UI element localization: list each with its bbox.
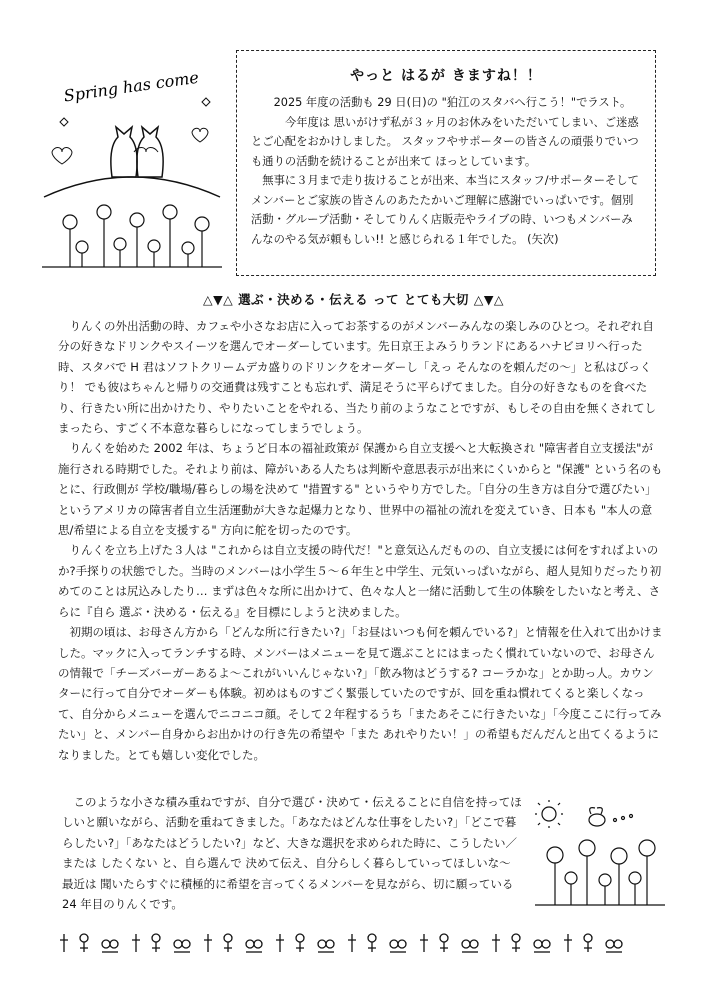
illustration-caption: Spring has come xyxy=(62,67,200,106)
body-paragraph: りんくを立ち上げた３人は "これからは自立支援の時代だ！"と意気込んだものの、自立支援には何をすればよいのか?手探りの状態でした。当時のメンバーは小学生５～６年生と中学生、元気いっぱいながら、超人見知りだったり初めてのことは尻込みしたり… まずは色々な所に出かけて、色々な人と一緒に活動して生の体験をしたいなと考え、さらに『自ら 選ぶ・決める・伝える』を目標にしようと決めました。 xyxy=(58,543,662,619)
body-paragraph: りんくの外出活動の時、カフェや小さなお店に入ってお茶するのがメンバーみんなの楽しみのひとつ。それぞれ自分の好きなドリンクやスイーツを選んでオーダーしています。先日京王よみうりランドにあるハナビヨリへ行った時、スタバで H 君はソフトクリームデカ盛りのドリンクをオーダーし「えっ そんなのを頼んだの～」と私はびっくり！ でも彼はちゃんと帰りの交通費は残すことも忘れず、満足そうに平らげてました。自分の好きなものを食べたり、行きたい所に出かけたり、やりたいことをやれる、当たり前のようなことですが、もしその自由を無くされてしまったら、すごく不本意な暮らしになってしまうでしょう。 xyxy=(58,319,656,436)
section-title: △▼△ 選ぶ・決める・伝える って とても大切 △▼△ xyxy=(202,292,505,307)
notice-box xyxy=(236,50,656,276)
body-paragraph: 初期の頃は、お母さん方から「どんな所に行きたい?」「お昼はいつも何を頼んでいる?」と情報を仕入れて出かけました。マックに入ってランチする時、メンバーはメニューを見て選ぶことにはまったく慣れていないので、お母さんの情報で「チーズバーガーあるよ～これがいいんじゃない?」「飲み物はどうする? コーラかな」とか助っ人。カウンターに行って自分でオーダーも体験。初めはものすごく緊張していたのですが、回を重ね慣れてくると楽しくなって、自分からメニューを選んでニコニコ顔。そして２年程するうち「またあそこに行きたいな」「今度ここに行ってみたい」と、メンバー自身からお出かけの行き先の希望や「また あれやりたい！」の希望もだんだんと出てくるようになりました。とても嬉しい変化でした。 xyxy=(58,625,663,762)
notice-paragraph: 2025 年度の活動も 29 日(日)の "狛江のスタバへ行こう！"でラスト。 xyxy=(273,96,632,109)
notice-paragraph: 今年度は 思いがけず私が３ヶ月のお休みをいただいてしまい、ご迷惑とご心配をおかけしました。 スタッフやサポーターの皆さんの頑張りでいつも通りの活動を続けることが出来て ほっとしています。 xyxy=(251,115,639,168)
body-paragraph: りんくを始めた 2002 年は、ちょうど日本の福祉政策が 保護から自立支援へと大転換され "障害者自立支援法"が施行される時期でした。それより前は、障がいある人たちは判断や意思表示が出来にくいからと "保護" という名のもとに、行政側が 学校/職場/暮らしの場を決めて "措置する" というやり方でした。「自分の生き方は自分で選びたい」というアメリカの障害者自立生活運動が大きな起爆力となり、世界中の福祉の流れを変えていき、日本も "本人の意思/希望による自立を支援する" 方向に舵を切ったのです。 xyxy=(58,441,663,538)
decorative-border xyxy=(58,930,658,956)
article-body xyxy=(58,316,664,765)
spring-cats-illustration xyxy=(42,62,222,272)
sun-bee-flowers-illustration xyxy=(535,800,665,910)
closing-paragraph: このような小さな積み重ねですが、自分で選び・決めて・伝えることに自信を持ってほしいと願いながら、活動を重ねてきました。「あなたはどんな仕事をしたい?」「どこで暮らしたい?」「あなたはどうしたい?」など、大きな選択を求められた時に、こうしたい／または したくない と、自ら選んで 決めて伝え、自分らしく暮らしていってほしいな～ 最近は 聞いたらすぐに積極的に希望を言ってくるメンバーを見ながら、切に願っている 24 年目のりんくです。 xyxy=(62,795,522,912)
notice-title: やっと はるが きますね！！ xyxy=(350,68,542,84)
closing-section xyxy=(62,792,522,914)
notice-paragraph: 無事に３月まで走り抜けることが出来、本当にスタッフ/サポーターそして メンバーとご家族の皆さんのあたたかいご理解に感謝でいっぱいです。個別活動・グループ活動・そしてりんく店販売やライブの時、いつもメンバーみんなのやる気が頼もしい!! と感じられる１年でした。 (矢次) xyxy=(251,174,639,246)
